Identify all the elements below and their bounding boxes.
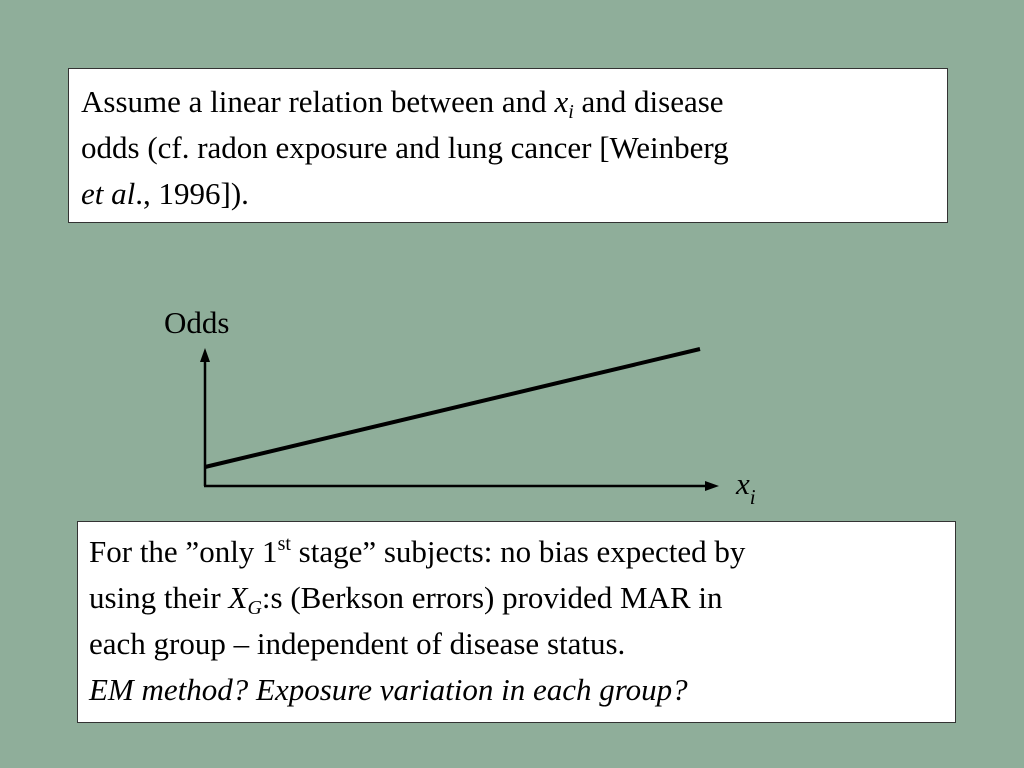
linear-relation-line bbox=[205, 349, 700, 467]
subscript-i: i bbox=[568, 101, 574, 123]
conclusion-line-2: using their $X_G:s$ (Berkson errors) provided MAR in bbox=[89, 580, 723, 619]
y-axis-arrowhead bbox=[200, 348, 210, 362]
variable-X: X bbox=[228, 580, 248, 615]
conclusion-text-box bbox=[77, 521, 956, 723]
x-axis-label: $x_i$ bbox=[736, 466, 756, 509]
variable-x: x bbox=[554, 84, 569, 119]
subscript-G: G bbox=[247, 597, 262, 619]
conclusion-line-3: each group – independent of disease status. bbox=[89, 626, 626, 661]
x-axis bbox=[204, 481, 719, 491]
intro-line-3: et al., 1996]). bbox=[81, 176, 249, 211]
y-axis-label: Odds bbox=[164, 305, 230, 340]
conclusion-line-1: For the ”only 1st stage” subjects: no bias expected by bbox=[89, 533, 746, 569]
superscript-st: st bbox=[277, 533, 291, 555]
intro-line-1: Assume a linear relation between and $x_i$ and disease bbox=[81, 84, 724, 123]
citation-et-al: et al bbox=[81, 176, 136, 211]
intro-line-2: odds (cf. radon exposure and lung cancer [Weinberg bbox=[81, 130, 729, 165]
x-axis-arrowhead bbox=[705, 481, 719, 491]
conclusion-line-4: EM method? Exposure variation in each group? bbox=[89, 672, 688, 707]
